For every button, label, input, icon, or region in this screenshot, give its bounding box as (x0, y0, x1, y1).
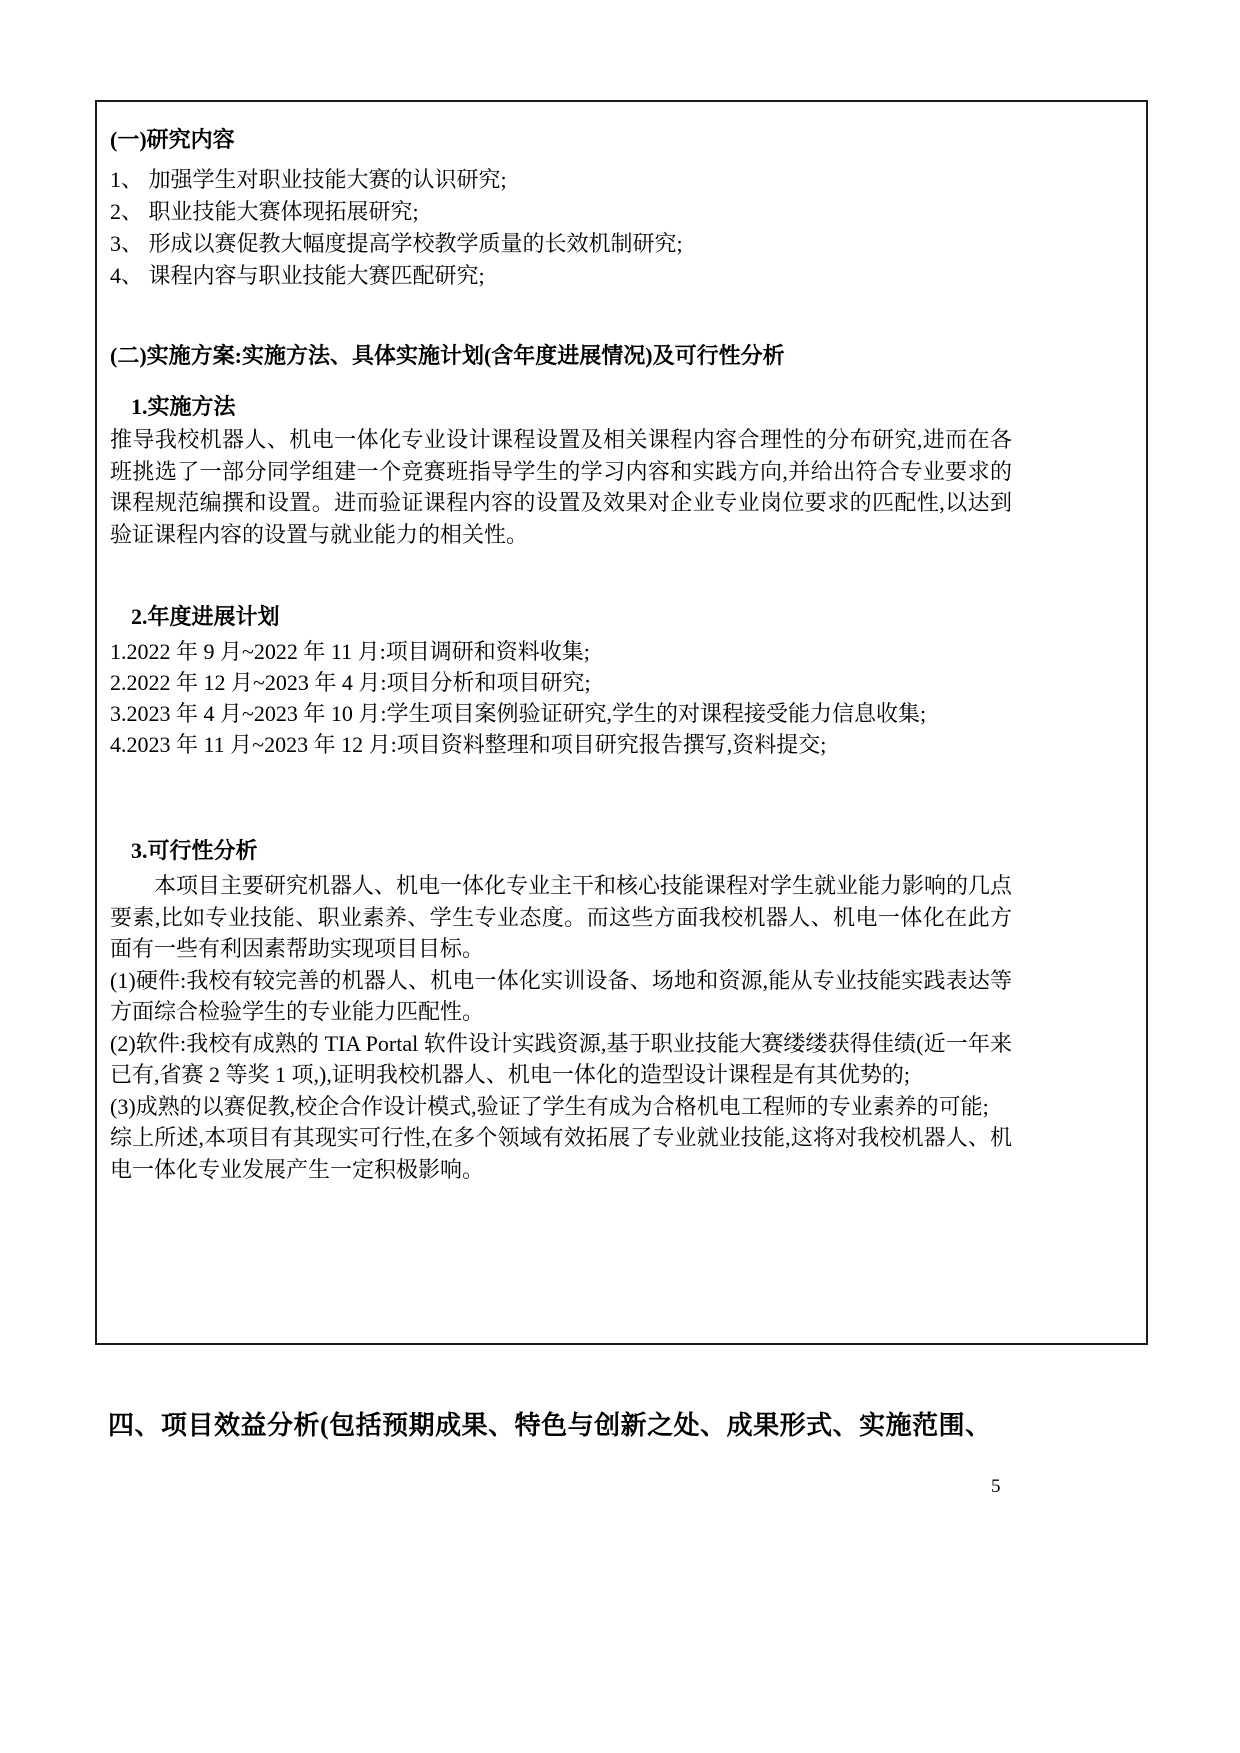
page-number: 5 (991, 1476, 1001, 1497)
schedule-item-2: 2.2022 年 12 月~2023 年 4 月:项目分析和项目研究; (110, 670, 591, 695)
research-item-2: 2、 职业技能大赛体现拓展研究; (110, 199, 419, 224)
feasibility-paragraph-summary: 综上所述,本项目有其现实可行性,在多个领域有效拓展了专业就业技能,这将对我校机器人、机电一体化专业发展产生一定积极影响。 (110, 1125, 1012, 1182)
research-content-heading: (一)研究内容 (110, 127, 235, 152)
research-item-1: 1、 加强学生对职业技能大赛的认识研究; (110, 167, 507, 192)
feasibility-subheading: 3.可行性分析 (131, 838, 258, 863)
feasibility-paragraph-hardware: (1)硬件:我校有较完善的机器人、机电一体化实训设备、场地和资源,能从专业技能实践表达等方面综合检验学生的专业能力匹配性。 (110, 967, 1012, 1024)
feasibility-paragraph-intro: 本项目主要研究机器人、机电一体化专业主干和核心技能课程对学生就业能力影响的几点要素,比如专业技能、职业素养、学生专业态度。而这些方面我校机器人、机电一体化在此方面有一些有利因素帮助实现项目目标。 (110, 873, 1013, 961)
annual-schedule-subheading: 2.年度进展计划 (131, 604, 280, 629)
form-cell-box (95, 100, 1148, 1345)
implementation-plan-heading: (二)实施方案:实施方法、具体实施计划(含年度进展情况)及可行性分析 (110, 343, 785, 368)
benefit-analysis-heading: 四、项目效益分析(包括预期成果、特色与创新之处、成果形式、实施范围、 (108, 1411, 992, 1440)
method-paragraph: 推导我校机器人、机电一体化专业设计课程设置及相关课程内容合理性的分布研究,进而在各班挑选了一部分同学组建一个竞赛班指导学生的学习内容和实践方向,并给出符合专业要求的课程规范编撰和设置。进而验证课程内容的设置及效果对企业专业岗位要求的匹配性,以达到验证课程内容的设置与就业能力的相关性。 (110, 427, 1012, 547)
research-item-3: 3、 形成以赛促教大幅度提高学校教学质量的长效机制研究; (110, 231, 683, 256)
feasibility-paragraph-mode: (3)成熟的以赛促教,校企合作设计模式,验证了学生有成为合格机电工程师的专业素养的可能; (110, 1093, 989, 1119)
feasibility-paragraph-software: (2)软件:我校有成熟的 TIA Portal 软件设计实践资源,基于职业技能大赛缕缕获得佳绩(近一年来已有,省赛 2 等奖 1 项,),证明我校机器人、机电一体化的造型设计课程是有其优势的; (110, 1030, 1012, 1087)
research-item-4: 4、 课程内容与职业技能大赛匹配研究; (110, 263, 485, 288)
schedule-item-1: 1.2022 年 9 月~2022 年 11 月:项目调研和资料收集; (110, 639, 590, 664)
schedule-item-4: 4.2023 年 11 月~2023 年 12 月:项目资料整理和项目研究报告撰写,资料提交; (110, 732, 827, 757)
method-subheading: 1.实施方法 (131, 394, 236, 419)
schedule-item-3: 3.2023 年 4 月~2023 年 10 月:学生项目案例验证研究,学生的对课程接受能力信息收集; (110, 701, 927, 726)
